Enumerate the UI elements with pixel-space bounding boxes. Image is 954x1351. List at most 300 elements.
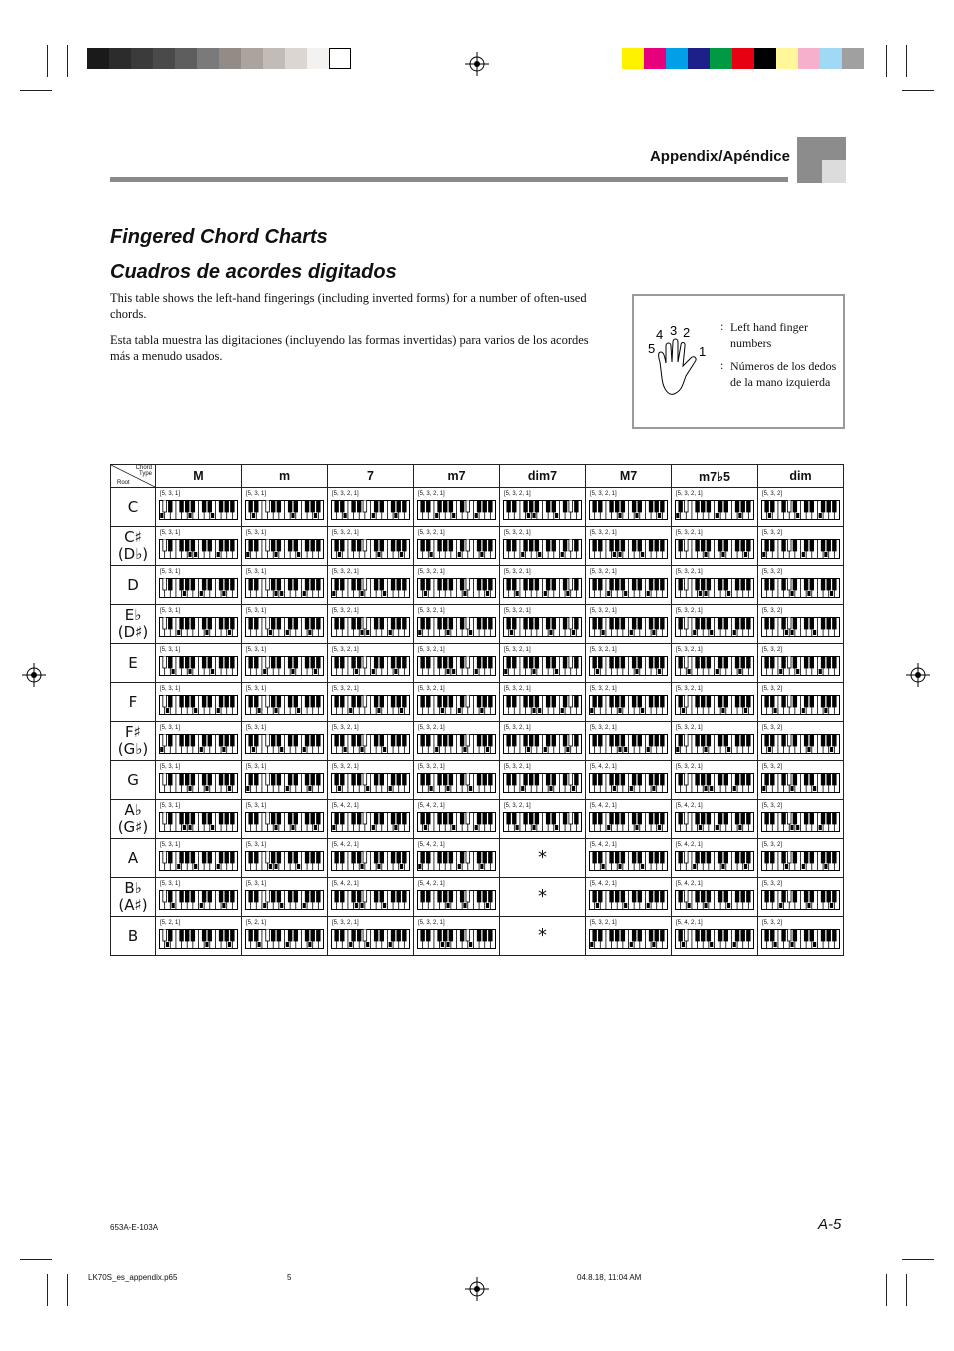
fingering-label: [5, 3, 1] [160, 608, 181, 614]
keyboard-diagram [159, 656, 238, 676]
color-swatch [710, 48, 732, 69]
chord-cell [414, 800, 500, 839]
keyboard-diagram [417, 851, 496, 871]
fingering-label: [5, 3, 2, 1] [676, 764, 703, 770]
fingering-label: [5, 3, 2, 1] [332, 530, 359, 536]
keyboard-diagram [245, 617, 324, 637]
keyboard-diagram [761, 695, 840, 715]
keyboard-diagram [331, 773, 410, 793]
chord-cell [672, 917, 758, 956]
fingering-label: [5, 3, 2, 1] [504, 608, 531, 614]
keyboard-diagram [503, 617, 582, 637]
fingering-label: [5, 3, 2, 1] [590, 686, 617, 692]
keyboard-diagram [761, 578, 840, 598]
keyboard-diagram [159, 773, 238, 793]
fingering-label: [5, 3, 2] [762, 686, 783, 692]
fingering-label: [5, 3, 1] [246, 803, 267, 809]
chord-cell [672, 761, 758, 800]
fingering-label: [5, 3, 2, 1] [332, 647, 359, 653]
fingering-label: [5, 3, 2, 1] [418, 725, 445, 731]
root-note-cell [111, 839, 156, 878]
keyboard-diagram [589, 812, 668, 832]
chord-cell [414, 722, 500, 761]
chord-cell [672, 488, 758, 527]
table-row [111, 566, 844, 605]
fingering-label: [5, 2, 1] [246, 920, 267, 926]
chord-cell [328, 917, 414, 956]
keyboard-diagram [675, 812, 754, 832]
chord-cell [414, 917, 500, 956]
chord-cell [242, 878, 328, 917]
registration-mark-icon [906, 663, 930, 687]
chord-cell [414, 878, 500, 917]
fingering-label: [5, 3, 2, 1] [590, 608, 617, 614]
fingering-label: [5, 3, 2] [762, 842, 783, 848]
chord-cell [156, 644, 242, 683]
color-swatch [732, 48, 754, 69]
fingering-label: [5, 3, 1] [160, 686, 181, 692]
keyboard-diagram [761, 617, 840, 637]
root-note-cell [111, 683, 156, 722]
keyboard-diagram [159, 695, 238, 715]
fingering-label: [5, 3, 1] [246, 725, 267, 731]
chord-cell [758, 488, 844, 527]
keyboard-diagram [417, 656, 496, 676]
crop-mark [906, 45, 907, 77]
chord-cell [328, 878, 414, 917]
keyboard-diagram [159, 734, 238, 754]
keyboard-diagram [331, 656, 410, 676]
fingering-label: [5, 3, 2, 1] [332, 491, 359, 497]
table-row [111, 488, 844, 527]
column-header: m7♭5 [672, 465, 758, 488]
chord-cell [586, 566, 672, 605]
keyboard-diagram [761, 734, 840, 754]
chord-cell [156, 605, 242, 644]
crop-mark [20, 90, 52, 91]
fingering-label: [5, 3, 2] [762, 803, 783, 809]
chord-cell [500, 644, 586, 683]
fingering-label: [5, 3, 2, 1] [504, 764, 531, 770]
color-swatch [219, 48, 241, 69]
chord-cell [500, 839, 586, 878]
table-row [111, 917, 844, 956]
fingering-label: [5, 3, 2, 1] [418, 647, 445, 653]
chord-cell [500, 566, 586, 605]
section-title: Appendix/Apéndice [649, 148, 790, 165]
chord-cell [758, 839, 844, 878]
fingering-label: [5, 3, 2, 1] [418, 569, 445, 575]
chord-cell [328, 839, 414, 878]
crop-mark [67, 45, 68, 77]
table-row [111, 878, 844, 917]
corner-cell [111, 465, 156, 488]
fingering-label: [5, 3, 2] [762, 491, 783, 497]
finger-number: 5 [648, 341, 656, 356]
chord-cell [500, 800, 586, 839]
fingering-label: [5, 3, 2, 1] [676, 647, 703, 653]
chord-table [110, 464, 844, 956]
title-en: Fingered Chord Charts [110, 226, 328, 248]
color-swatch [263, 48, 285, 69]
keyboard-diagram [675, 773, 754, 793]
keyboard-diagram [245, 656, 324, 676]
keyboard-diagram [503, 812, 582, 832]
fingering-label: [5, 3, 1] [160, 647, 181, 653]
chord-cell [414, 761, 500, 800]
gray-calibration-bar [87, 48, 351, 69]
keyboard-diagram [589, 500, 668, 520]
root-note-label: A♭ [124, 801, 142, 819]
fingering-label: [5, 3, 1] [160, 569, 181, 575]
table-row [111, 527, 844, 566]
chord-cell [672, 566, 758, 605]
chord-cell [242, 683, 328, 722]
crop-mark [906, 1274, 907, 1306]
chord-cell [156, 527, 242, 566]
chord-cell [672, 644, 758, 683]
keyboard-diagram [159, 929, 238, 949]
fingering-label: [5, 4, 2, 1] [418, 881, 445, 887]
fingering-label: [5, 3, 1] [160, 881, 181, 887]
root-note-label: (G♭) [117, 740, 149, 758]
color-swatch [307, 48, 329, 69]
fingering-label: [5, 3, 2, 1] [332, 725, 359, 731]
keyboard-diagram [159, 851, 238, 871]
fingering-label: [5, 3, 1] [246, 842, 267, 848]
chord-cell [414, 605, 500, 644]
keyboard-diagram [589, 617, 668, 637]
fingering-label: [5, 3, 2, 1] [676, 569, 703, 575]
corner-type-label: Type [138, 471, 152, 477]
keyboard-diagram [245, 500, 324, 520]
keyboard-diagram [675, 890, 754, 910]
crop-mark [902, 90, 934, 91]
fingering-label: [5, 3, 1] [160, 764, 181, 770]
keyboard-diagram [589, 539, 668, 559]
root-note-label: B♭ [124, 879, 142, 897]
keyboard-diagram [675, 617, 754, 637]
chord-cell [156, 800, 242, 839]
keyboard-diagram [675, 656, 754, 676]
table-row [111, 761, 844, 800]
keyboard-diagram [675, 851, 754, 871]
keyboard-diagram [761, 500, 840, 520]
chord-cell [328, 527, 414, 566]
table-row [111, 722, 844, 761]
root-note-label: C [127, 497, 139, 516]
chord-cell [672, 527, 758, 566]
keyboard-diagram [503, 773, 582, 793]
keyboard-diagram [417, 617, 496, 637]
keyboard-diagram [503, 500, 582, 520]
root-note-cell [111, 878, 156, 917]
chord-cell [500, 605, 586, 644]
finger-number: 4 [656, 327, 664, 342]
keyboard-diagram [589, 851, 668, 871]
color-swatch [754, 48, 776, 69]
chord-cell [156, 878, 242, 917]
keyboard-diagram [245, 890, 324, 910]
root-note-label: (G♯) [117, 818, 149, 836]
keyboard-diagram [589, 695, 668, 715]
chord-cell [758, 644, 844, 683]
chord-cell [242, 566, 328, 605]
chord-cell [672, 878, 758, 917]
keyboard-diagram [159, 500, 238, 520]
fingering-label: [5, 3, 2] [762, 608, 783, 614]
fingering-label: [5, 4, 2, 1] [590, 764, 617, 770]
fingering-label: [5, 4, 2, 1] [590, 803, 617, 809]
chord-cell [242, 761, 328, 800]
finger-number: 3 [670, 323, 678, 338]
fingering-label: [5, 3, 2] [762, 569, 783, 575]
fingering-label: [5, 3, 2, 1] [504, 569, 531, 575]
keyboard-diagram [503, 734, 582, 754]
chord-cell [156, 839, 242, 878]
chord-cell [156, 683, 242, 722]
fingering-label: [5, 3, 2, 1] [590, 920, 617, 926]
fingering-label: [5, 3, 1] [246, 764, 267, 770]
keyboard-diagram [761, 656, 840, 676]
color-swatch [175, 48, 197, 69]
crop-mark [902, 1259, 934, 1260]
column-header: dim [758, 465, 844, 488]
chord-cell [156, 566, 242, 605]
column-header: M [156, 465, 242, 488]
root-note-label: (D♯) [117, 623, 149, 641]
chord-cell [242, 527, 328, 566]
color-swatch [285, 48, 307, 69]
intro-en: This table shows the left-hand fingerings (including inverted forms) for a number of often-used chords. [110, 291, 587, 321]
column-header: m [242, 465, 328, 488]
color-swatch [820, 48, 842, 69]
keyboard-diagram [417, 539, 496, 559]
keyboard-diagram [417, 890, 496, 910]
keyboard-diagram [331, 539, 410, 559]
fingering-label: [5, 3, 1] [246, 530, 267, 536]
legend-text-en: Left hand finger numbers [730, 320, 808, 350]
chord-cell [414, 839, 500, 878]
chord-cell [328, 722, 414, 761]
keyboard-diagram [159, 812, 238, 832]
chord-cell [328, 488, 414, 527]
chord-cell [586, 605, 672, 644]
chord-cell [672, 800, 758, 839]
chord-cell [500, 917, 586, 956]
root-note-cell [111, 488, 156, 527]
fingering-label: [5, 4, 2, 1] [590, 842, 617, 848]
keyboard-diagram [761, 851, 840, 871]
chord-cell [328, 683, 414, 722]
keyboard-diagram [675, 539, 754, 559]
fingering-label: [5, 3, 2] [762, 647, 783, 653]
keyboard-diagram [503, 656, 582, 676]
page-number: A-5 [818, 1216, 842, 1233]
chord-cell [500, 488, 586, 527]
keyboard-diagram [675, 695, 754, 715]
fingering-label: [5, 3, 2, 1] [418, 530, 445, 536]
color-swatch [87, 48, 109, 69]
keyboard-diagram [417, 929, 496, 949]
fingering-label: [5, 3, 1] [160, 491, 181, 497]
chord-cell [758, 527, 844, 566]
color-swatch [131, 48, 153, 69]
fingering-label: [5, 3, 2, 1] [504, 491, 531, 497]
fingering-label: [5, 3, 2, 1] [418, 608, 445, 614]
fingering-label: [5, 3, 2, 1] [504, 530, 531, 536]
chord-cell [586, 878, 672, 917]
not-available-mark: * [538, 847, 547, 868]
left-hand-icon [646, 316, 716, 406]
keyboard-diagram [331, 578, 410, 598]
chord-cell [758, 800, 844, 839]
keyboard-diagram [503, 539, 582, 559]
file-name: LK70S_es_appendix.p65 [88, 1273, 178, 1282]
chord-cell [156, 722, 242, 761]
root-note-cell [111, 527, 156, 566]
fingering-label: [5, 3, 2, 1] [332, 920, 359, 926]
root-note-label: C♯ [124, 528, 142, 546]
chord-cell [586, 722, 672, 761]
chord-cell [500, 878, 586, 917]
color-swatch [197, 48, 219, 69]
fingering-label: [5, 3, 2, 1] [676, 491, 703, 497]
color-swatch [842, 48, 864, 69]
keyboard-diagram [675, 734, 754, 754]
finger-number: 1 [699, 344, 707, 359]
root-note-cell [111, 644, 156, 683]
fingering-label: [5, 3, 2, 1] [418, 764, 445, 770]
table-row [111, 839, 844, 878]
sheet-number: 5 [287, 1273, 292, 1282]
keyboard-diagram [245, 929, 324, 949]
fingering-label: [5, 3, 2, 1] [676, 686, 703, 692]
root-note-label: (D♭) [117, 545, 149, 563]
color-swatch [644, 48, 666, 69]
chord-cell [672, 605, 758, 644]
keyboard-diagram [589, 578, 668, 598]
registration-mark-icon [465, 1277, 489, 1301]
chord-cell [500, 527, 586, 566]
color-swatch [688, 48, 710, 69]
legend-colon: : [720, 358, 724, 372]
print-datetime: 04.8.18, 11:04 AM [577, 1273, 642, 1282]
fingering-label: [5, 3, 1] [160, 530, 181, 536]
chord-cell [328, 605, 414, 644]
chord-cell [414, 644, 500, 683]
keyboard-diagram [245, 539, 324, 559]
chord-cell [586, 644, 672, 683]
keyboard-diagram [417, 695, 496, 715]
chord-cell [242, 488, 328, 527]
root-note-label: F♯ [125, 723, 141, 741]
chord-cell [242, 800, 328, 839]
root-note-cell [111, 800, 156, 839]
fingering-label: [5, 4, 2, 1] [418, 803, 445, 809]
color-calibration-bar [622, 48, 864, 69]
chord-cell [758, 683, 844, 722]
keyboard-diagram [503, 695, 582, 715]
chord-cell [758, 566, 844, 605]
color-swatch [153, 48, 175, 69]
chord-cell [156, 488, 242, 527]
keyboard-diagram [245, 695, 324, 715]
keyboard-diagram [331, 695, 410, 715]
keyboard-diagram [675, 500, 754, 520]
fingering-label: [5, 3, 2] [762, 530, 783, 536]
root-note-label: A [127, 848, 139, 867]
chord-cell [758, 917, 844, 956]
column-header: dim7 [500, 465, 586, 488]
keyboard-diagram [589, 734, 668, 754]
fingering-label: [5, 3, 2, 1] [590, 491, 617, 497]
fingering-label: [5, 3, 1] [246, 608, 267, 614]
keyboard-diagram [761, 812, 840, 832]
fingering-label: [5, 3, 2, 1] [676, 725, 703, 731]
keyboard-diagram [331, 929, 410, 949]
root-note-label: D [127, 575, 139, 594]
chord-cell [242, 917, 328, 956]
keyboard-diagram [761, 539, 840, 559]
keyboard-diagram [589, 929, 668, 949]
column-header: m7 [414, 465, 500, 488]
finger-legend [632, 294, 845, 429]
chord-cell [672, 839, 758, 878]
registration-mark-icon [465, 52, 489, 76]
chord-cell [672, 683, 758, 722]
chord-cell [586, 839, 672, 878]
fingering-label: [5, 3, 1] [160, 842, 181, 848]
root-note-label: G [127, 770, 139, 789]
fingering-label: [5, 3, 1] [246, 491, 267, 497]
keyboard-diagram [675, 929, 754, 949]
crop-mark [47, 45, 48, 77]
keyboard-diagram [331, 812, 410, 832]
chord-cell [500, 761, 586, 800]
fingering-label: [5, 4, 2, 1] [676, 881, 703, 887]
keyboard-diagram [589, 656, 668, 676]
chord-cell [328, 800, 414, 839]
header-rule [110, 177, 788, 182]
chord-cell [242, 644, 328, 683]
root-note-label: F [128, 692, 138, 711]
registration-mark-icon [22, 663, 46, 687]
chord-cell [758, 761, 844, 800]
fingering-label: [5, 3, 2] [762, 920, 783, 926]
corner-root-label: Root [117, 480, 130, 486]
chord-cell [414, 683, 500, 722]
keyboard-diagram [761, 773, 840, 793]
keyboard-diagram [245, 851, 324, 871]
fingering-label: [5, 3, 2, 1] [504, 803, 531, 809]
chord-cell [156, 917, 242, 956]
root-note-cell [111, 917, 156, 956]
keyboard-diagram [159, 617, 238, 637]
column-header: M7 [586, 465, 672, 488]
fingering-label: [5, 4, 2, 1] [332, 803, 359, 809]
crop-mark [67, 1274, 68, 1306]
keyboard-diagram [159, 539, 238, 559]
keyboard-diagram [503, 578, 582, 598]
fingering-label: [5, 3, 1] [160, 725, 181, 731]
root-note-label: B [127, 926, 139, 945]
root-note-cell [111, 605, 156, 644]
fingering-label: [5, 3, 2, 1] [504, 686, 531, 692]
fingering-label: [5, 3, 1] [246, 881, 267, 887]
table-row [111, 644, 844, 683]
fingering-label: [5, 3, 2, 1] [676, 608, 703, 614]
